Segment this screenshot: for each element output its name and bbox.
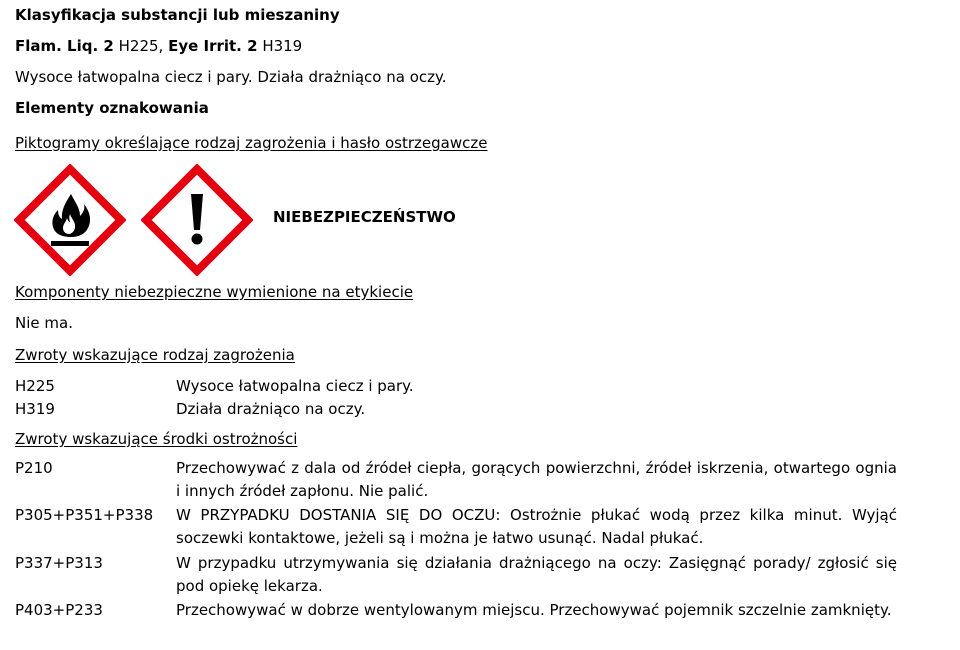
- signal-word: NIEBEZPIECZEŃSTWO: [273, 208, 456, 226]
- hazard-statements-heading: Zwroty wskazujące rodzaj zagrożenia: [15, 346, 295, 364]
- eye-irrit-code: H319: [257, 37, 303, 55]
- precautionary-text: Przechowywać w dobrze wentylowanym miejscu. Przechowywać pojemnik szczelnie zamknięty.: [176, 601, 892, 619]
- flam-liq-label: Flam. Liq. 2: [15, 37, 114, 55]
- precautionary-text: W przypadku utrzymywania się działania drażniącego na oczy: Zasięgnąć porady/ zgłosić się pod opiekę lekarza.: [176, 554, 897, 595]
- exclamation-pictogram-icon: [141, 164, 253, 276]
- flame-pictogram-icon: [14, 164, 126, 276]
- flam-liq-code: H225,: [113, 37, 169, 55]
- precautionary-code: P337+P313: [15, 554, 103, 572]
- classification-summary: Wysoce łatwopalna ciecz i pary. Działa drażniąco na oczy.: [15, 68, 447, 86]
- precautionary-statements-heading: Zwroty wskazujące środki ostrożności: [15, 430, 298, 448]
- classification-heading: Klasyfikacja substancji lub mieszaniny: [15, 6, 340, 24]
- label-elements-heading: Elementy oznakowania: [15, 99, 209, 117]
- precautionary-code: P210: [15, 459, 53, 477]
- components-heading: Komponenty niebezpieczne wymienione na etykiecie: [15, 283, 414, 301]
- precautionary-text: Przechowywać z dala od źródeł ciepła, gorących powierzchni, źródeł iskrzenia, otwartego ognia i innych źródeł zapłonu. Nie palić.: [176, 459, 897, 500]
- hazard-code: H319: [15, 400, 55, 418]
- hazard-text: Wysoce łatwopalna ciecz i pary.: [176, 377, 414, 395]
- precautionary-code: P305+P351+P338: [15, 506, 154, 524]
- pictograms-heading: Piktogramy określające rodzaj zagrożenia i hasło ostrzegawcze: [15, 134, 488, 152]
- precautionary-text: W PRZYPADKU DOSTANIA SIĘ DO OCZU: Ostrożnie płukać wodą przez kilka minut. Wyjąć soczewki kontaktowe, jeżeli są i można je łatwo usunąć. Nadal płukać.: [176, 506, 897, 547]
- precautionary-code: P403+P233: [15, 601, 103, 619]
- hazard-text: Działa drażniąco na oczy.: [176, 400, 366, 418]
- eye-irrit-label: Eye Irrit. 2: [168, 37, 258, 55]
- classification-codes: [15, 37, 302, 55]
- hazard-code: H225: [15, 377, 55, 395]
- components-value: Nie ma.: [15, 314, 73, 332]
